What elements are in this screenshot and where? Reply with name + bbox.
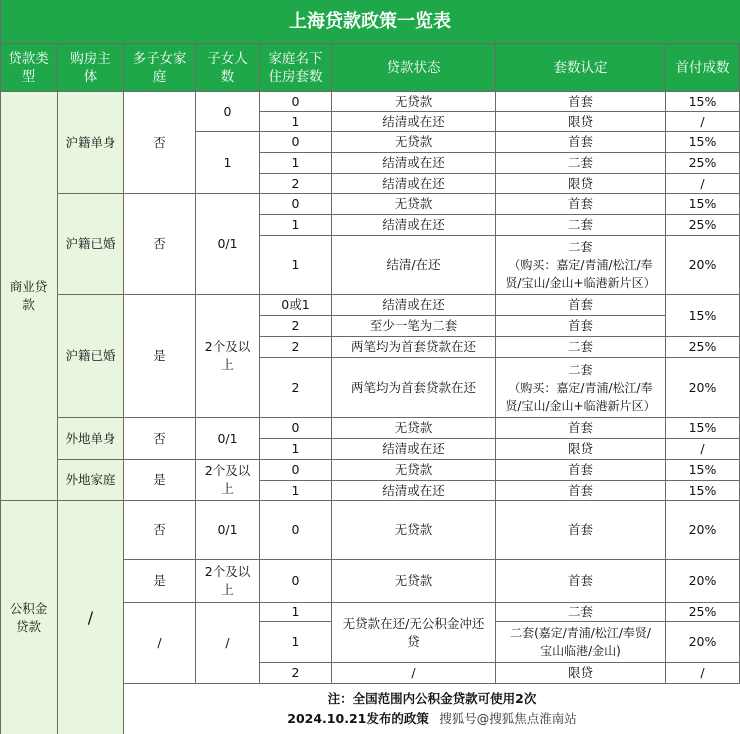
- loan-status-cell: 无贷款: [332, 501, 496, 560]
- recognition-cell: 首套: [496, 92, 666, 112]
- down-payment-cell: /: [666, 439, 740, 460]
- footnote: [124, 684, 740, 734]
- multi-child-cell: 否: [124, 194, 196, 295]
- recognition-cell: 二套: [496, 215, 666, 236]
- multi-child-cell: 是: [124, 295, 196, 418]
- houses-cell: 1: [260, 112, 332, 132]
- houses-cell: 0: [260, 501, 332, 560]
- down-payment-cell: 25%: [666, 153, 740, 174]
- houses-cell: 0: [260, 194, 332, 215]
- child-count-cell: 0: [196, 92, 260, 132]
- down-payment-cell: 25%: [666, 215, 740, 236]
- down-payment-cell: 20%: [666, 236, 740, 295]
- houses-cell: 1: [260, 215, 332, 236]
- buyer-cell: /: [58, 501, 124, 734]
- multi-child-cell: 否: [124, 92, 196, 194]
- houses-cell: 2: [260, 663, 332, 684]
- loan-status-cell: 无贷款: [332, 132, 496, 153]
- down-payment-cell: /: [666, 663, 740, 684]
- recognition-cell: 首套: [496, 418, 666, 439]
- footnote-line-1: 注：全国范围内公积金贷款可使用2次: [327, 691, 537, 706]
- recognition-cell: 首套: [496, 132, 666, 153]
- houses-cell: 1: [260, 236, 332, 295]
- loan-status-cell: /: [332, 663, 496, 684]
- header-child-count: 子女人 数: [196, 44, 260, 92]
- child-count-cell: 2个及以 上: [196, 560, 260, 603]
- down-payment-cell: 15%: [666, 132, 740, 153]
- loan-status-cell: 结清/在还: [332, 236, 496, 295]
- down-payment-cell: 15%: [666, 194, 740, 215]
- recognition-cell: 二套(嘉定/青浦/松江/奉贤/ 宝山临港/金山): [496, 622, 666, 663]
- loan-status-cell: 无贷款: [332, 418, 496, 439]
- houses-cell: 1: [260, 439, 332, 460]
- recognition-cell: 首套: [496, 460, 666, 481]
- header-buyer: 购房主 体: [58, 44, 124, 92]
- child-count-cell: 2个及以 上: [196, 460, 260, 501]
- loan-status-cell: 结清或在还: [332, 439, 496, 460]
- down-payment-cell: 15%: [666, 92, 740, 112]
- recognition-cell: 首套: [496, 501, 666, 560]
- houses-cell: 0: [260, 418, 332, 439]
- buyer-cell: 沪籍已婚: [58, 194, 124, 295]
- down-payment-cell: 25%: [666, 603, 740, 622]
- recognition-cell: 首套: [496, 560, 666, 603]
- down-payment-cell: /: [666, 112, 740, 132]
- loan-status-cell: 无贷款: [332, 92, 496, 112]
- buyer-cell: 外地单身: [58, 418, 124, 460]
- loan-status-cell: 至少一笔为二套: [332, 316, 496, 337]
- houses-cell: 1: [260, 622, 332, 663]
- child-count-cell: 1: [196, 132, 260, 194]
- loan-status-cell: 结清或在还: [332, 295, 496, 316]
- table-title: 上海贷款政策一览表: [0, 0, 740, 44]
- down-payment-cell: 20%: [666, 501, 740, 560]
- down-payment-cell: 15%: [666, 460, 740, 481]
- houses-cell: 1: [260, 153, 332, 174]
- houses-cell: 2: [260, 316, 332, 337]
- loan-status-cell: 两笔均为首套贷款在还: [332, 337, 496, 358]
- down-payment-cell: 20%: [666, 358, 740, 418]
- down-payment-cell: 20%: [666, 622, 740, 663]
- loan-type-provident: 公积金 贷款: [0, 501, 58, 734]
- recognition-cell: 限贷: [496, 174, 666, 194]
- down-payment-cell: 25%: [666, 337, 740, 358]
- header-houses: 家庭名下 住房套数: [260, 44, 332, 92]
- loan-status-cell: 无贷款: [332, 194, 496, 215]
- recognition-cell: 首套: [496, 481, 666, 501]
- houses-cell: 0或1: [260, 295, 332, 316]
- child-count-cell: 2个及以 上: [196, 295, 260, 418]
- houses-cell: 2: [260, 174, 332, 194]
- multi-child-cell: 否: [124, 501, 196, 560]
- down-payment-cell: 20%: [666, 560, 740, 603]
- houses-cell: 0: [260, 460, 332, 481]
- recognition-cell: 首套: [496, 295, 666, 316]
- header-multi-child: 多子女家 庭: [124, 44, 196, 92]
- multi-child-cell: 是: [124, 560, 196, 603]
- header-recognition: 套数认定: [496, 44, 666, 92]
- loan-status-cell: 无贷款在还/无公积金冲还 贷: [332, 603, 496, 663]
- houses-cell: 2: [260, 358, 332, 418]
- down-payment-cell: 15%: [666, 418, 740, 439]
- multi-child-cell: 是: [124, 460, 196, 501]
- child-count-cell: 0/1: [196, 501, 260, 560]
- buyer-cell: 沪籍单身: [58, 92, 124, 194]
- recognition-cell: 首套: [496, 316, 666, 337]
- down-payment-cell: 15%: [666, 481, 740, 501]
- houses-cell: 1: [260, 603, 332, 622]
- footnote-line-2: [287, 709, 576, 729]
- recognition-cell: 限贷: [496, 112, 666, 132]
- loan-status-cell: 结清或在还: [332, 174, 496, 194]
- loan-status-cell: 结清或在还: [332, 215, 496, 236]
- houses-cell: 1: [260, 481, 332, 501]
- loan-status-cell: 结清或在还: [332, 153, 496, 174]
- header-loan-status: 贷款状态: [332, 44, 496, 92]
- child-count-cell: 0/1: [196, 194, 260, 295]
- recognition-cell: 二套 （购买：嘉定/青浦/松江/奉 贤/宝山/金山+临港新片区）: [496, 358, 666, 418]
- down-payment-cell: /: [666, 174, 740, 194]
- watermark: 搜狐号@搜狐焦点淮南站: [439, 711, 577, 726]
- down-payment-merged-cell: 15%: [666, 295, 740, 337]
- multi-child-cell: /: [124, 603, 196, 684]
- multi-child-cell: 否: [124, 418, 196, 460]
- houses-cell: 0: [260, 560, 332, 603]
- recognition-cell: 限贷: [496, 663, 666, 684]
- loan-status-cell: 两笔均为首套贷款在还: [332, 358, 496, 418]
- recognition-cell: 限贷: [496, 439, 666, 460]
- recognition-cell: 二套: [496, 153, 666, 174]
- buyer-cell: 外地家庭: [58, 460, 124, 501]
- header-loan-type: 贷款类 型: [0, 44, 58, 92]
- recognition-cell: 首套: [496, 194, 666, 215]
- header-down-payment: 首付成数: [666, 44, 740, 92]
- loan-type-commercial: 商业贷 款: [0, 92, 58, 501]
- recognition-cell: 二套: [496, 603, 666, 622]
- loan-status-cell: 无贷款: [332, 460, 496, 481]
- houses-cell: 0: [260, 92, 332, 112]
- houses-cell: 0: [260, 132, 332, 153]
- buyer-cell: 沪籍已婚: [58, 295, 124, 418]
- recognition-cell: 二套 （购买：嘉定/青浦/松江/奉 贤/宝山/金山+临港新片区）: [496, 236, 666, 295]
- recognition-cell: 二套: [496, 337, 666, 358]
- houses-cell: 2: [260, 337, 332, 358]
- loan-status-cell: 结清或在还: [332, 481, 496, 501]
- loan-status-cell: 无贷款: [332, 560, 496, 603]
- footnote-date: 2024.10.21发布的政策: [287, 711, 429, 726]
- child-count-cell: /: [196, 603, 260, 684]
- child-count-cell: 0/1: [196, 418, 260, 460]
- loan-status-cell: 结清或在还: [332, 112, 496, 132]
